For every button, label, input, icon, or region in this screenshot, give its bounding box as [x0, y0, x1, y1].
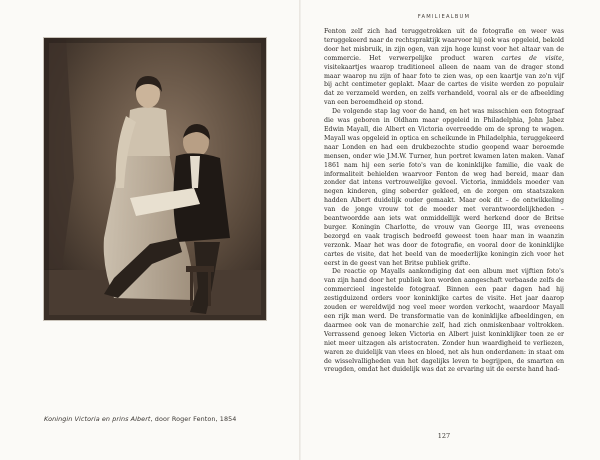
- portrait-illustration: [44, 38, 266, 320]
- paragraph-2: [324, 108, 564, 268]
- body-text: [324, 28, 564, 375]
- caption-title: Koningin Victoria en prins Albert: [44, 415, 151, 423]
- paragraph-1-text-a: Fenton zelf zich had teruggetrokken uit de fotografie en weer was teruggekeerd naar de rechtspraktijk waarvoor hij ook was opgeleid, bekold door het misbruik, in zijn ogen, van zijn hoge kunst voor het altaar van de commercie. Het verwerpelijke product waren: [324, 28, 564, 62]
- caption-credit: , door Roger Fenton, 1854: [150, 415, 237, 423]
- paragraph-3: [324, 268, 564, 375]
- photo-caption: [44, 415, 274, 423]
- paragraph-1-emphasis: cartes de visite: [501, 54, 562, 62]
- royal-portrait-photo: [44, 38, 266, 320]
- paragraph-3-text: De reactie op Mayalls aankondiging dat een album met vijftien foto's van zijn hand door het publiek kon worden aangeschaft verbaasde zelfs de commercieel ingestelde fotograaf. Binnen een paar dagen had hij zestigduizend orders voor koninklijke cartes de visite. Het jaar daarop zouden er wereldwijd nog veel meer worden verkocht, waardoor Mayall een rijk man werd. De transformatie van de koninklijke afbeeldingen, en daarmee ook van de monarchie zelf, had zich onmiskenbaar voltrokken. Verrassend genoeg leken Victoria en Albert juist koninklijker toen ze er niet meer uitzagen als aristocraten. Zonder hun waardigheid te verliezen, waren ze duidelijk van vlees en bloed, net als hun onderdanen: in staat om de wisselvalligheden van het dagelijks leven te begrijpen, de smarten en vreugden, omdat het duidelijk was dat ze ervaring uit de eerste hand had-: [324, 268, 564, 374]
- book-gutter: [299, 0, 301, 460]
- page-number: 127: [437, 432, 451, 440]
- paragraph-1-text-b: , visitekaartjes waarop traditioneel alleen de naam van de drager stond maar waarop nu zijn of haar foto te zien was, op een kaartje van zo'n vijf bij acht centimeter geplakt. Maar de cartes de visite werden zo populair dat ze verzameld werden, en zelfs verhandeld, vooral als er de afbeelding van een beroemdheid op stond.: [324, 54, 564, 107]
- paragraph-1: [324, 28, 564, 108]
- running-head: FAMILIEALBUM: [417, 14, 471, 20]
- paragraph-2-text: De volgende stap lag voor de hand, en het was misschien een fotograaf die was geboren in Oldham maar opgeleid in Philadelphia, John Jabez Edwin Mayall, die Albert en Victoria overreedde om de sprong te wagen. Mayall was opgeleid in optica en scheikunde in Philadelphia, teruggekeerd naar Londen en had een drukbezochte studio geopend waar beroemde mensen, onder wie J.M.W. Turner, hun portret kwamen laten maken. Vanaf 1861 nam hij een serie foto's van de koninklijke familie, die vaak de informaliteit behielden waarvoor Fenton de weg had bereid, maar dan zonder dat intens vertrouwelijke gevoel. Victoria, inmiddels moeder van negen kinderen, ging soberder gekleed, en de zorgen om staatszaken hadden Albert duidelijk ouder gemaakt. Maar ook dit – de ontwikkeling van de jonge vrouw tot de moeder met verantwoordelijkheden – beantwoordde aan iets wat onmiddellijk werd herkend door de Britse burger. Koningin Charlotte, de vrouw van George III, was eveneens bezorgd en vaak tragisch bedroefd geweest toen haar man in waanzin verzonk. Maar het was door de fotografie, en vooral door de koninklijke cartes de visite, dat het beeld van de moederlijke koningin zich voor het eerst in de geest van het Britse publiek grifte.: [324, 108, 564, 267]
